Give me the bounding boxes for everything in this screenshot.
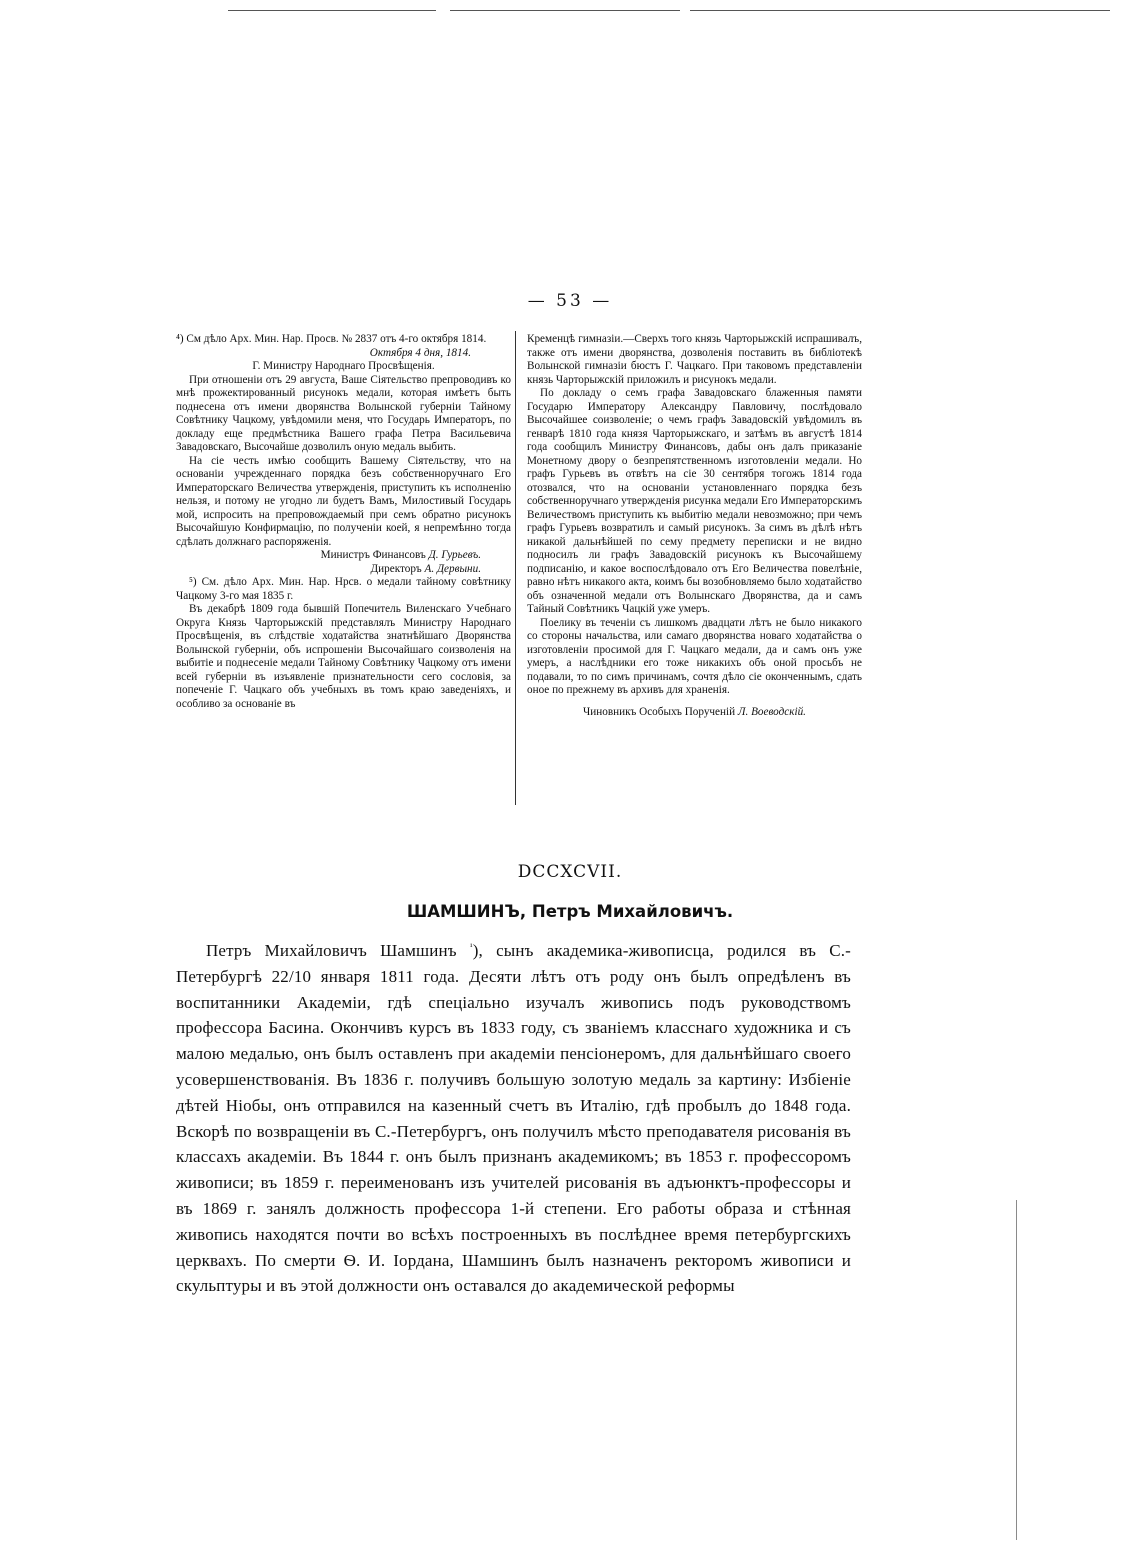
top-scan-line	[450, 10, 680, 11]
footnote-marker: ¹	[469, 941, 473, 952]
signature-name: А. Дервыни.	[424, 562, 481, 575]
paragraph: Кременцѣ гимназіи.—Сверхъ того князь Чарторыжскій испрашивалъ, также отъ имени дворянства, дозволенія поставить въ библіотекѣ Волынской гимназіи бюстъ Г. Чацкаго. При таковомъ представленіи князь Чарторыжскій приложилъ и рисунокъ медали.	[527, 333, 862, 386]
letter-date: Октября 4 дня, 1814.	[369, 346, 471, 359]
biography-text	[176, 938, 851, 1299]
top-scan-line	[690, 10, 1110, 11]
footnote: ⁴) См дѣло Арх. Мин. Нар. Просв. № 2837 отъ 4-го октября 1814.	[176, 333, 487, 345]
entry-heading: ШАМШИНЪ, Петръ Михайловичъ.	[406, 902, 734, 921]
entry-numeral: DCCXCVII.	[517, 862, 623, 882]
signature-title: Директоръ	[370, 562, 422, 575]
bio-text-start: Петръ Михайловичъ Шамшинъ	[206, 941, 470, 960]
bio-text-rest: ), сынъ академика-живописца, родился въ С.-Петербургѣ 22/10 января 1811 года. Десяти лѣтъ отъ роду онъ былъ опредѣленъ въ воспитанники Академіи, гдѣ спеціально изучалъ живопись подъ руководствомъ профессора Басина. Окончивъ курсъ въ 1833 году, съ званіемъ класснаго художника и съ малою медалью, онъ былъ оставленъ при академіи пенсіонеромъ, для дальнѣйшаго своего усовершенствованія. Въ 1836 г. получивъ большую золотую медаль за картину: Избіеніе дѣтей Ніобы, онъ отправился на казенный счетъ въ Италію, гдѣ пробылъ до 1848 года. Вскорѣ по возвращеніи въ С.-Петербургъ, онъ получилъ мѣсто преподавателя рисованія въ классахъ академіи. Въ 1844 г. онъ былъ признанъ академикомъ; въ 1853 г. профессоромъ живописи; въ 1859 г. переименованъ изъ учителей рисованія въ адъюнктъ-профессоры и въ 1869 г. занялъ должность профессора 1-й степени. Его работы образа и стѣнная живопись находятся почти во всѣхъ построенныхъ въ послѣднее время петербургскихъ церквахъ. По смерти Ѳ. И. Іордана, Шамшинъ былъ назначенъ ректоромъ живописи и скульптуры и въ этой должности онъ оставался до академической реформы	[176, 941, 851, 1296]
signature-name: Д. Гурьевъ.	[428, 549, 481, 561]
biography-paragraph	[176, 938, 851, 1299]
paragraph: По докладу о семъ графа Завадовскаго блаженныя памяти Государю Императору Александру Павловичу, послѣдовало Высочайшее соизволеніе; о чемъ графъ Завадовскій увѣдомилъ въ генварѣ 1810 года князя Чарторыжскаго, и затѣмъ въ августѣ 1814 года сообщилъ Министру Финансовъ, дабы онъ далъ приказаніе Монетному двору о безпрепятственномъ изготовленіи медали. Но графъ Гурьевъ въ отвѣтъ на сіе 30 сентября тогожъ 1814 года отозвался, что на основаніи установленнаго порядка безъ собственноручнаго утвержденія рисунка медали Его Императорскимъ Величествомъ приступить къ выбитію медали невозможно; при чемъ графъ Гурьевъ возвратилъ и самый рисунокъ. За симъ въ дѣлѣ нѣтъ никакой дальнѣйшей по сему предмету переписки и не видно подносилъ ли графъ Завадовскій рисунокъ къ Высочайшему подписанію, и какое воспослѣдовало отъ Его Величества повелѣніе, равно нѣтъ никакого акта, коимъ бы возобновляемо было ходатайство объ означенной медали отъ Волынскаго Дворянства, да и самъ Тайный Совѣтникъ Чацкій уже умеръ.	[527, 387, 862, 615]
top-scan-line	[228, 10, 436, 11]
footnote: ⁵) См. дѣло Арх. Мин. Нар. Нрсв. о медали тайному совѣтнику Чацкому 3-го мая 1835 г.	[176, 576, 511, 602]
signature-title: Чиновникъ Особыхъ Порученій	[583, 705, 736, 718]
signature	[176, 563, 481, 577]
paragraph: Въ декабрѣ 1809 года бывшій Попечитель Виленскаго Учебнаго Округа Князь Чарторыжскій представлялъ Министру Народнаго Просвѣщенія, въ слѣдствіе ходатайства знатнѣйшаго Дворянства Волынской губерніи, объ испрошеніи Высочайшаго соизволенія на выбитіе и поднесеніе медали Тайному Совѣтнику Чацкому отъ имени всей губерніи въ изъявленіе признательности сего сословія, за попеченіе Г. Чацкаго объ учебныхъ въ томъ краю заведеніяхъ, и особливо за основаніе въ	[176, 603, 511, 710]
paragraph: На сіе честь имѣю сообщить Вашему Сіятельству, что на основаніи учрежденнаго порядка безъ собственноручнаго Его Императорскаго Величества утвержденія, приступить къ исполненію нельзя, и потому не угодно ли будетъ Вамъ, Милостивый Государь мой, испросить на препровождаемый при семъ обратно рисунокъ Высочайшую Конфирмацію, по полученіи коей, я непремѣнно тогда сдѣлать должнаго распоряженія.	[176, 454, 511, 548]
signature-title: Министръ Финансовъ	[320, 549, 426, 561]
page-number: — 53 —	[527, 291, 613, 311]
letter-addressee: Г. Министру Народнаго Просвѣщенія.	[252, 360, 435, 372]
signature	[176, 549, 481, 563]
paragraph: При отношеніи отъ 29 августа, Ваше Сіятельство препроводивъ ко мнѣ прожектированный рисунокъ медали, которая имѣетъ быть поднесена отъ имени дворянства Волынской губерніи Тайному Совѣтнику Чацкому, увѣдомили меня, что Государь Императоръ, по докладу еще предмѣстника Вашего графа Петра Васильевича Завадовскаго, Высочайше дозволилъ оную медаль выбить.	[176, 373, 511, 453]
left-column	[176, 333, 511, 711]
page-edge-line	[1016, 1200, 1017, 1540]
signature	[527, 706, 862, 720]
paragraph: Поелику въ теченіи съ лишкомъ двадцати лѣтъ не было никакого со стороны начальства, или самаго дворянства новаго ходатайства о изготовленіи просимой для Г. Чацкаго медали, да и самъ онъ уже умеръ, а наслѣдники его тоже никакихъ объ оной просьбъ не подавали, то по симъ причинамъ, сочтя дѣло сіе оконченнымъ, сдать оное по прежнему въ архивъ для храненія.	[527, 616, 862, 696]
signature-name: Л. Воеводскій.	[737, 705, 806, 718]
column-divider	[515, 331, 516, 805]
right-column	[527, 333, 862, 719]
